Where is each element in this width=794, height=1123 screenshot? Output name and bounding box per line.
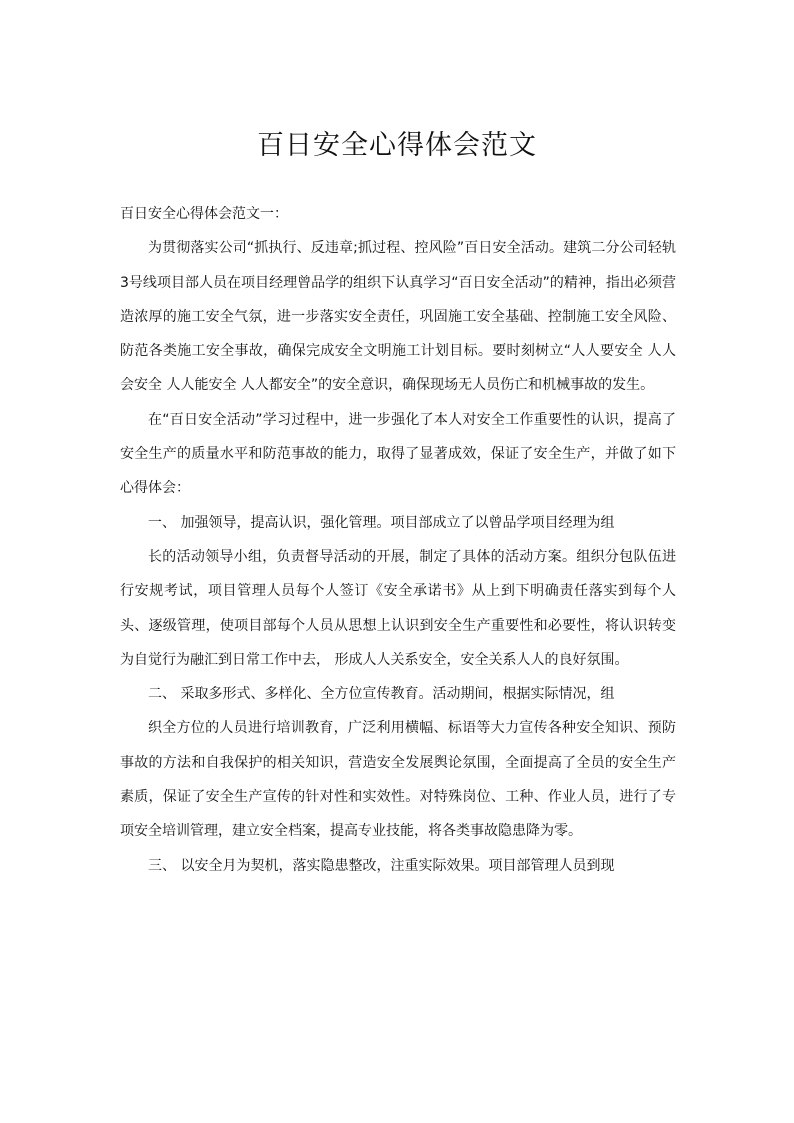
paragraph: 在“百日安全活动”学习过程中，进一步强化了本人对安全工作重要性的认识，提高了安全生产的质量水平和防范事故的能力，取得了显著成效，保证了安全生产，并做了如下心得体会： [120,411,676,497]
section-heading: 百日安全心得体会范文一： [120,206,288,222]
paragraph: 织全方位的人员进行培训教育，广泛利用横幅、标语等大力宣传各种安全知识、预防事故的方法和自我保护的相关知识，营造安全发展舆论氛围，全面提高了全员的安全生产素质，保证了安全生产宣传的针对性和实效性。对特殊岗位、工种、作业人员，进行了专项安全培训管理，建立安全档案，提高专业技能，将各类事故隐患降为零。 [120,720,676,840]
document-title: 百日安全心得体会范文 [257,130,537,161]
list-item-heading: 一、 加强领导，提高认识，强化管理。项目部成立了以曾品学项目经理为组 [148,514,615,531]
paragraph: 为贯彻落实公司“抓执行、反违章;抓过程、控风险”百日安全活动。建筑二分公司轻轨3号线项目部人员在项目经理曾品学的组织下认真学习“百日安全活动”的精神，指出必须营造浓厚的施工安全气氛，进一步落实安全责任，巩固施工安全基础、控制施工安全风险、防范各类施工安全事故，确保完成安全文明施工计划目标。要时刻树立“人人要安全 人人会安全 人人能安全 人人都安全”的安全意识，确保现场无人员伤亡和机械事故的发生。 [120,240,676,394]
paragraph: 长的活动领导小组，负责督导活动的开展，制定了具体的活动方案。组织分包队伍进行安规考试，项目管理人员每个人签订《安全承诺书》从上到下明确责任落实到每个人头、逐级管理，使项目部每个人员从思想上认识到安全生产重要性和必要性，将认识转变为自觉行为融汇到日常工作中去， 形成人人关系安全，安全关系人人的良好氛围。 [120,548,676,668]
document-body [120,197,676,883]
list-item-heading: 三、 以安全月为契机，落实隐患整改，注重实际效果。项目部管理人员到现 [148,857,615,874]
list-item-heading: 二、 采取多形式、多样化、全方位宣传教育。活动期间，根据实际情况，组 [148,686,615,703]
